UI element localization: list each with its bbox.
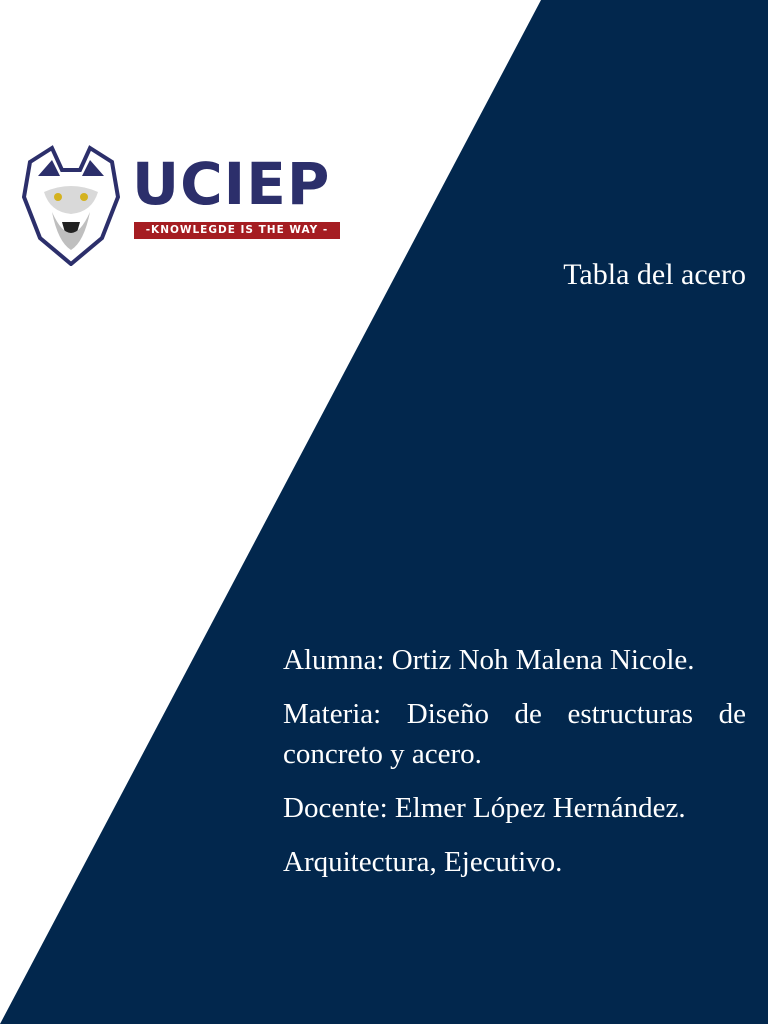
teacher-line: Docente: Elmer López Hernández. xyxy=(283,792,686,824)
document-title: Tabla del acero xyxy=(563,258,746,291)
wolf-icon xyxy=(22,142,120,266)
program-line: Arquitectura, Ejecutivo. xyxy=(283,846,563,878)
student-line: Alumna: Ortiz Noh Malena Nicole. xyxy=(283,644,695,676)
info-block xyxy=(283,640,746,896)
brand-tagline: -KNOWLEGDE IS THE WAY - xyxy=(134,222,340,239)
brand-name: UCIEP xyxy=(132,150,331,218)
logo xyxy=(22,100,352,320)
subject-line: Materia: Diseño de estructuras de concreto y acero. xyxy=(283,698,746,770)
